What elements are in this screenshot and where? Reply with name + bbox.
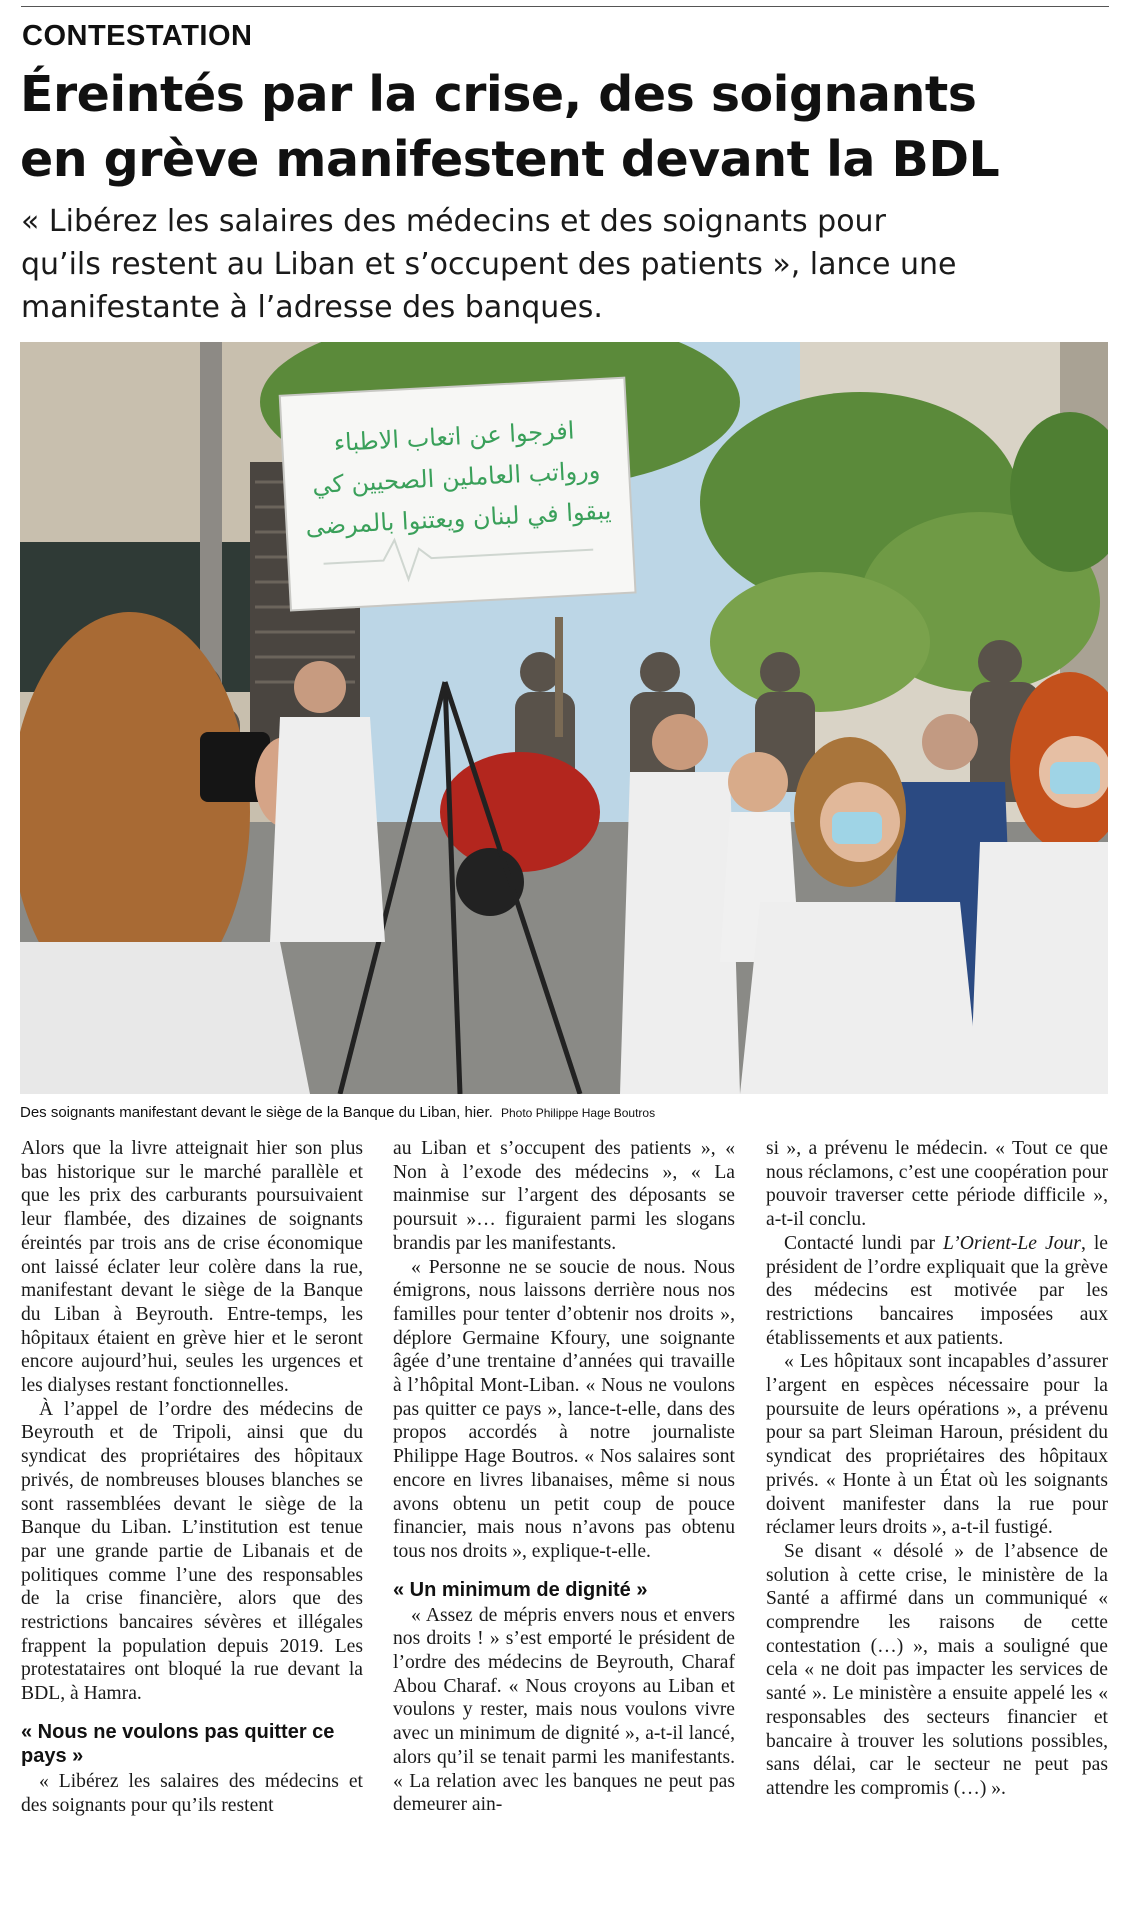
section-kicker: CONTESTATION — [22, 20, 253, 52]
headline-line-1: Éreintés par la crise, des soignants — [20, 66, 977, 123]
top-rule — [21, 6, 1109, 7]
sign-text-line-1: افرجوا عن اتعاب الاطباء — [333, 416, 576, 457]
publication-name: L’Orient-Le Jour — [943, 1232, 1081, 1254]
photo-credit: Photo Philippe Hage Boutros — [501, 1106, 656, 1120]
paragraph: Alors que la livre atteignait hier son plus bas historique sur le marché parallèle et que les prix des carburants poursuivaient leur flambée, des dizaines de soignants éreintés par trois ans de crise économique ont laissé éclater leur colère dans la rue, manifestant devant le siège de la Banque du Liban à Beyrouth. Entre-temps, les hôpitaux étaient en grève hier et le seront encore aujourd’hui, seules les urgences et les dialyses restant fonctionnelles. — [21, 1138, 363, 1397]
paragraph: « Personne ne se soucie de nous. Nous émigrons, nous laissons derrière nous nos familles pour tenter d’obtenir nos droits », déplore Germaine Kfoury, une soignante âgée d’une trentaine d’années qui travaille à l’hôpital Mont-Liban. « Nous ne voulons pas quitter ce pays », lance-t-elle, dans des propos accordés à notre journaliste Philippe Hage Boutros. « Nos salaires sont encore en livres libanaises, même si nous avons obtenu un petit coup de pouce financier, mais nous n’avons pas obtenu tous nos droits », explique-t-elle. — [393, 1256, 735, 1562]
paragraph: « Les hôpitaux sont incapables d’assurer l’argent en espèces nécessaire pour la poursuite de leurs opérations », a prévenu pour sa part Sleiman Haroun, président du syndicat des propriétaires des hôpitaux privés. « Honte à un État où les soignants doivent manifester dans la rue pour réclamer leurs droits », a-t-il fustigé. — [766, 1351, 1108, 1539]
standfirst-line-3: manifestante à l’adresse des banques. — [21, 290, 603, 325]
paragraph-text: Contacté lundi par — [784, 1232, 944, 1254]
paragraph: au Liban et s’occupent des patients », « Non à l’exode des médecins », « La mainmise sur l’argent des déposants se poursuit »… figuraient parmi les slogans brandis par les manifestants. — [393, 1138, 735, 1254]
standfirst-line-2: qu’ils restent au Liban et s’occupent des patients », lance une — [21, 247, 957, 282]
photo-caption — [20, 1104, 1110, 1121]
subheading: « Nous ne voulons pas quitter ce pays » — [21, 1720, 335, 1767]
sign-text-line-2: ورواتب العاملين الصحيين كي — [311, 456, 601, 500]
paragraph: « Libérez les salaires des médecins et des soignants pour qu’ils restent — [21, 1770, 363, 1816]
protest-photo — [20, 342, 1108, 1094]
standfirst — [21, 200, 1111, 329]
paragraph: Se disant « désolé » de l’absence de solution à cette crise, le ministère de la Santé a affirmé dans un communiqué « comprendre les raisons de cette contestation (…) », mais a souligné que cela « ne doit pas impacter les services de santé ». Le ministère a ensuite appelé les « responsables des secteurs financier et bancaire à trouver les solutions possibles, sans délai, car le secteur ne peut pas attendre les compromis (…) ». — [766, 1540, 1108, 1799]
headline-line-2: en grève manifestent devant la BDL — [20, 131, 1000, 188]
article-column-1 — [21, 1137, 363, 1817]
paragraph — [766, 1232, 1108, 1351]
article-column-2 — [393, 1137, 735, 1817]
caption-text: Des soignants manifestant devant le siège de la Banque du Liban, hier. — [20, 1104, 493, 1121]
subheading: « Un minimum de dignité » — [393, 1578, 648, 1601]
paragraph: si », a prévenu le médecin. « Tout ce que nous réclamons, c’est une coopération pour pouvoir traverser cette période difficile », a-t-il conclu. — [766, 1138, 1108, 1231]
paragraph: À l’appel de l’ordre des médecins de Beyrouth et de Tripoli, ainsi que du syndicat des propriétaires des hôpitaux privés, de nombreuses blouses blanches se sont rassemblées devant le siège de la Banque du Liban. L’institution est tenue par une grande partie de Libanais et de politiques comme l’une des responsables de la crise financière, alors que des restrictions bancaires sévères et illégales frappent la population depuis 2019. Les protestataires ont bloqué la rue devant la BDL, à Hamra. — [21, 1398, 363, 1705]
article-column-3 — [766, 1137, 1108, 1801]
standfirst-line-1: « Libérez les salaires des médecins et des soignants pour — [21, 204, 886, 239]
headline — [20, 62, 1110, 192]
paragraph-text: , le président de l’ordre expliquait que la grève des médecins est motivée par les restrictions bancaires imposées aux établissements et aux patients. — [766, 1232, 1108, 1349]
sign-text-line-3: يبقوا في لبنان ويعتنوا بالمرضى — [304, 496, 612, 541]
protest-photo-illustration — [20, 342, 1108, 1094]
paragraph: « Assez de mépris envers nous et envers nos droits ! » s’est emporté le président de l’ordre des médecins de Beyrouth, Charaf Abou Charaf. « Nous croyons au Liban et voulons y rester, mais nous voulons vivre avec un minimum de dignité », a-t-il lancé, alors qu’il se tenait parmi les manifestants. « La relation avec les banques ne peut pas demeurer ain- — [393, 1604, 735, 1816]
